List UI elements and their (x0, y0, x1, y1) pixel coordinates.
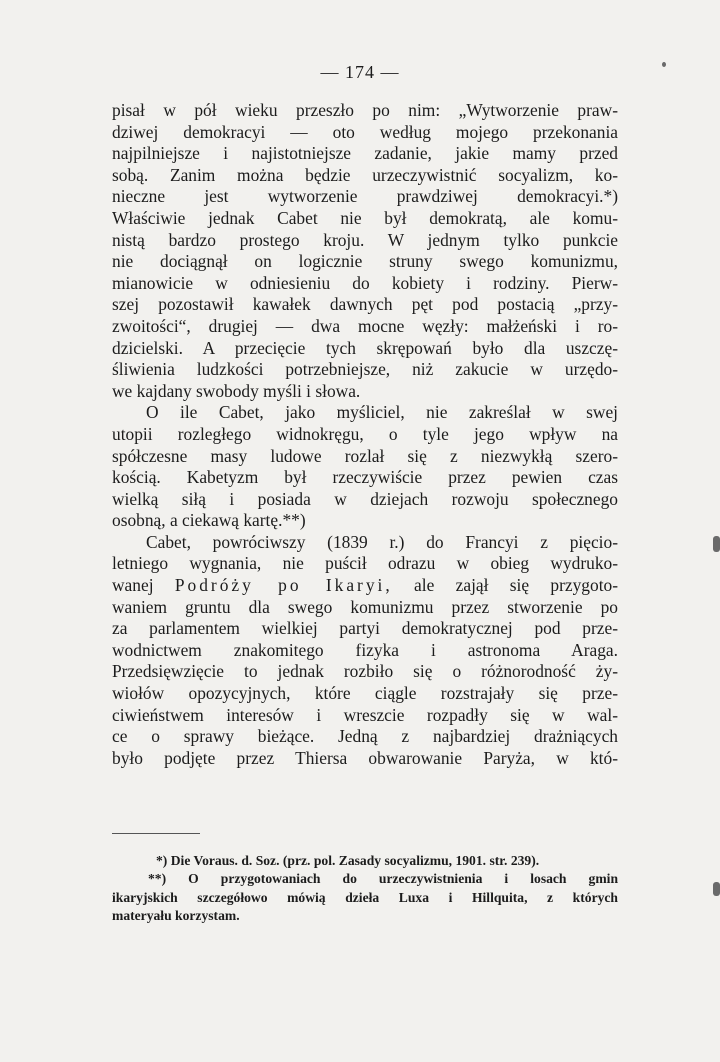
text-fragment: ale zajął się przygoto- (414, 575, 619, 596)
text-line: najpilniejsze i najistotniejsze zadanie, jakie mamy przed (112, 143, 618, 164)
footnote-2-line: ikaryjskich szczegółowo mówią dzieła Luxa i Hillquita, z których (112, 889, 618, 905)
text-line: nistą bardzo prostego kroju. W jednym tylko punkcie (112, 229, 618, 250)
text-fragment: wanej (112, 575, 154, 596)
scan-speck (662, 62, 666, 67)
text-line: śliwienia ludzkości potrzebniejsze, niż zakucie w urzędo- (112, 359, 618, 380)
footnote-separator (112, 833, 200, 834)
text-line: za parlamentem wielkiej partyi demokratycznej pod prze- (112, 618, 618, 639)
text-line: wiołów opozycyjnych, które ciągle rozstrajały się prze- (112, 683, 618, 704)
text-line: we kajdany swobody myśli i słowa. (112, 380, 361, 401)
text-line: ce o sprawy bieżące. Jedną z najbardziej drażniących (112, 726, 618, 747)
text-line: zwoitości“, drugiej — dwa mocne węzły: małżeński i ro- (112, 315, 618, 336)
text-line: dzicielski. A przecięcie tych skrępowań było dla uszczę- (112, 337, 618, 358)
text-line: wielką siłą i posiada w dziejach rozwoju społecznego (112, 488, 618, 509)
text-line: dziwej demokracyi — oto według mojego przekonania (112, 121, 618, 142)
text-line: pisał w pół wieku przeszło po nim: „Wytworzenie praw- (112, 100, 618, 120)
footnote-1: *) Die Voraus. d. Soz. (prz. pol. Zasady socyalizmu, 1901. str. 239). (156, 853, 540, 868)
text-line: nieczne jest wytworzenie prawdziwej demokracyi.*) (112, 186, 618, 207)
text-line: spółczesne masy ludowe rozlał się z niezwykłą szero- (112, 445, 618, 466)
page-number: — 174 — (320, 62, 400, 82)
text-line: Cabet, powróciwszy (1839 r.) do Francyi z pięcio- (146, 531, 618, 552)
text-line: Właściwie jednak Cabet nie był demokratą, ale komu- (112, 207, 618, 228)
text-line: letniego wygnania, nie puścił odrazu w obieg wydruko- (112, 553, 618, 574)
text-line: mianowicie w odniesieniu do kobiety i rodziny. Pierw- (112, 272, 618, 293)
text-line: wodnictwem znakomitego fizyka i astronoma Araga. (112, 639, 618, 660)
footnotes (112, 852, 618, 926)
scan-speck (713, 536, 720, 552)
text-line: nie dociągnął on logicznie struny swego komunizmu, (112, 251, 618, 272)
text-line-with-spaced-title (112, 575, 618, 597)
text-line: utopii rozległego widnokręgu, o tyle jego wpływ na (112, 423, 618, 444)
scan-speck (713, 882, 720, 896)
footnote-2-line: materyału korzystam. (112, 908, 240, 924)
text-line: ciwieństwem interesów i wreszcie rozpadły się w wal- (112, 704, 618, 725)
text-line: kością. Kabetyzm był rzeczywiście przez pewien czas (112, 467, 618, 488)
footnote-2-line: **) O przygotowaniach do urzeczywistnienia i losach gmin (148, 871, 618, 887)
book-title-spaced: Podróży po Ikaryi, (174, 575, 393, 596)
text-line: było podjęte przez Thiersa obwarowanie Paryża, w któ- (112, 747, 618, 768)
text-line: szej pozostawił kawałek dawnych pęt pod postacią „przy- (112, 294, 618, 315)
text-line: waniem gruntu dla swego komunizmu przez stworzenie po (112, 596, 618, 617)
text-line: Przedsięwzięcie to jednak rozbiło się o różnorodność ży- (112, 661, 618, 682)
text-line: O ile Cabet, jako myśliciel, nie zakreślał w swej (146, 402, 618, 423)
text-line: sobą. Zanim można będzie urzeczywistnić socyalizm, ko- (112, 164, 618, 185)
body-text (112, 100, 618, 769)
text-line: osobną, a ciekawą kartę.**) (112, 510, 306, 531)
